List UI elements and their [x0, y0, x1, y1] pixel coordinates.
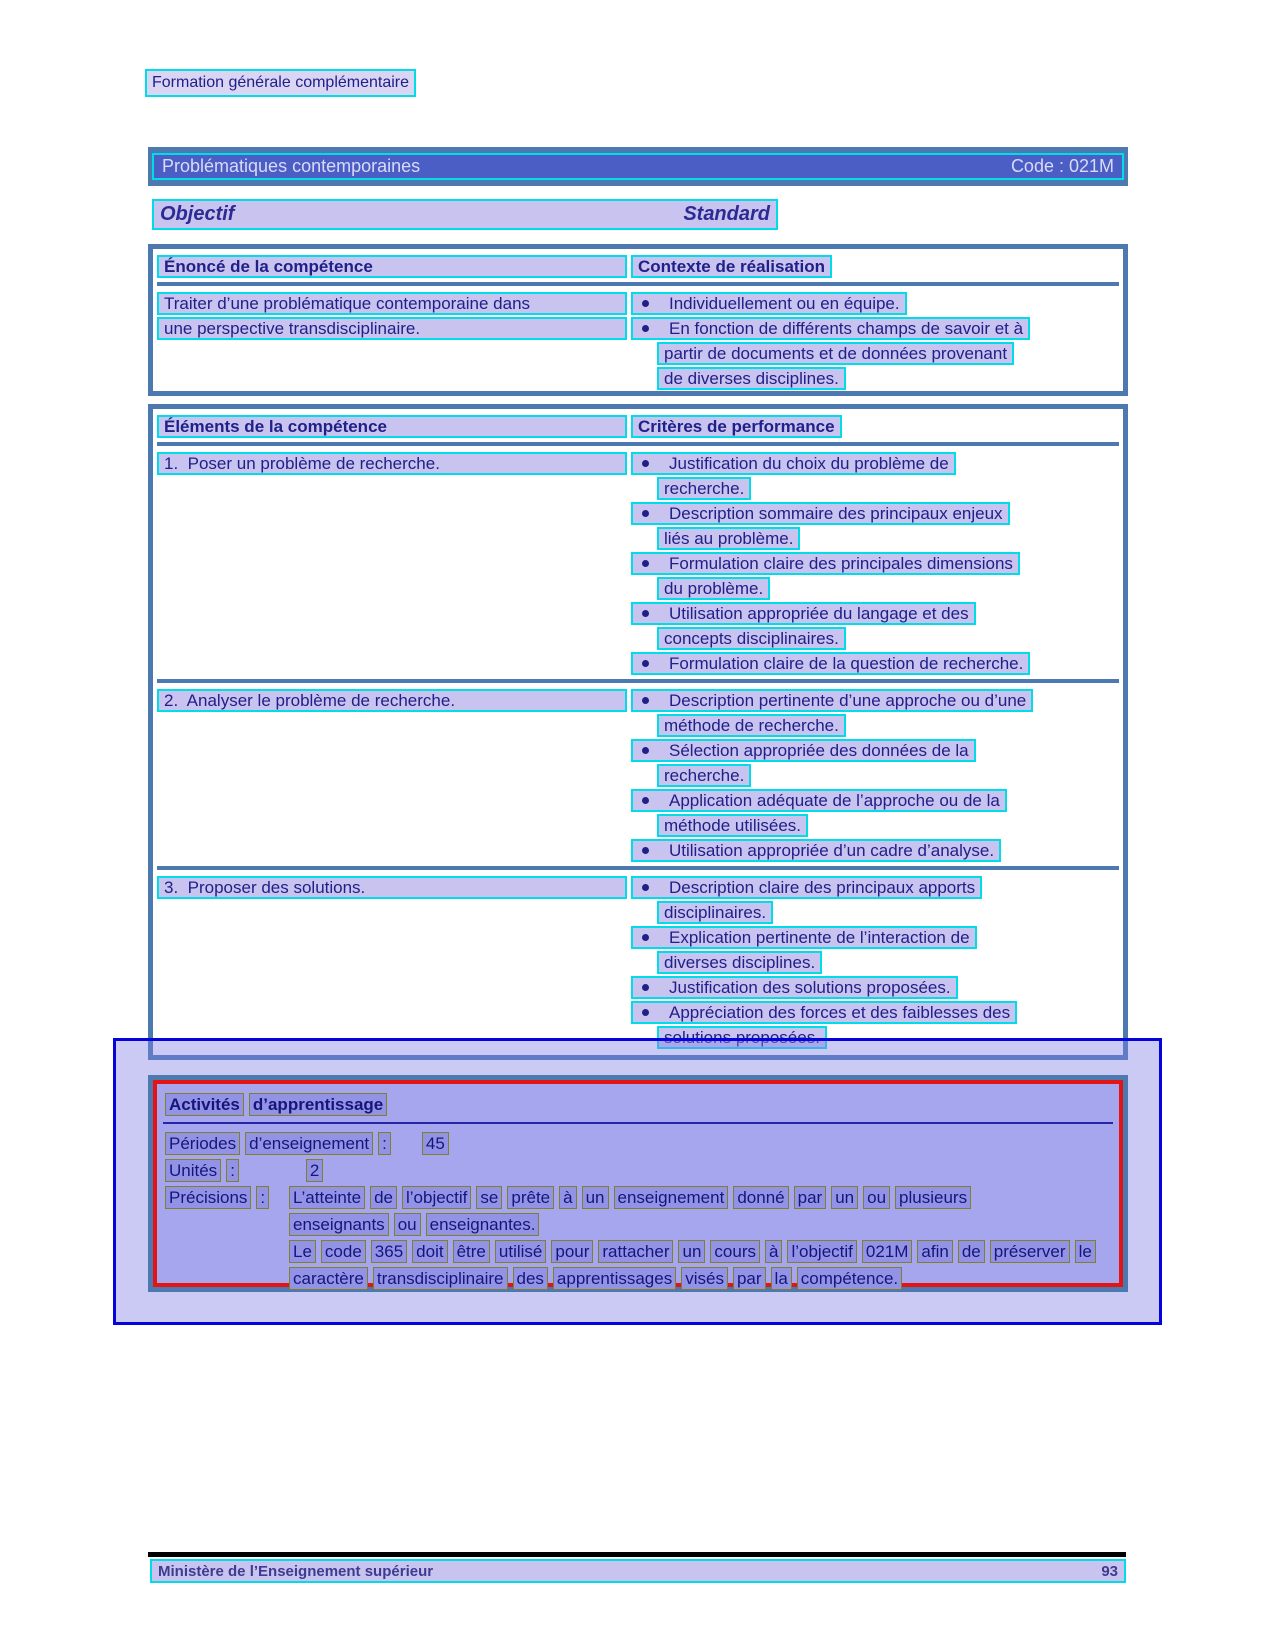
precisions-row — [165, 1186, 1113, 1294]
criterion-line — [631, 652, 1030, 675]
criterion — [631, 926, 1119, 974]
precisions-line: caractère transdisciplinaire des apprentissages visés par la compétence. — [289, 1267, 1101, 1290]
table2-col2-header: Critères de performance — [631, 415, 842, 438]
context-line-text: En fonction de différents champs de savoir et à — [669, 318, 1024, 338]
bullet-icon — [642, 1009, 649, 1016]
bullet-icon — [642, 797, 649, 804]
element-cell — [157, 876, 627, 1051]
criterion-line — [631, 739, 976, 762]
criterion-line-text: Description pertinente d’une approche ou d’une — [669, 690, 1027, 710]
footer-ministry: Ministère de l’Enseignement supérieur — [158, 1562, 434, 1580]
bullet-icon — [642, 934, 649, 941]
table2-row — [157, 452, 1119, 677]
learning-activities-table — [148, 1075, 1128, 1292]
table2-row — [157, 689, 1119, 864]
title-banner — [148, 147, 1128, 186]
criterion-line — [631, 1001, 1017, 1024]
criterion-line — [631, 552, 1020, 575]
competence-context-table — [148, 244, 1128, 396]
criterion — [631, 789, 1119, 837]
context-line: de diverses disciplines. — [657, 367, 846, 390]
table2-header-divider — [157, 442, 1119, 446]
criterion-line: méthode utilisées. — [657, 814, 808, 837]
element-line: 1. Poser un problème de recherche. — [157, 452, 627, 475]
criterion-line-text: Description sommaire des principaux enjeux — [669, 503, 1003, 523]
criterion-line-text: Formulation claire des principales dimensions — [669, 553, 1013, 573]
bullet-icon — [642, 610, 649, 617]
element-line: 3. Proposer des solutions. — [157, 876, 627, 899]
criterion-line: concepts disciplinaires. — [657, 627, 846, 650]
criterion-line — [631, 452, 956, 475]
bullet-icon — [642, 697, 649, 704]
criterion — [631, 602, 1119, 650]
bullet-icon — [642, 984, 649, 991]
bullet-icon — [642, 747, 649, 754]
criterion-line — [631, 789, 1007, 812]
criterion-line-text: Justification des solutions proposées. — [669, 977, 951, 997]
banner-code: Code : 021M — [1010, 156, 1114, 176]
criterion-line: méthode de recherche. — [657, 714, 846, 737]
bullet-icon — [642, 325, 649, 332]
periods-row — [165, 1132, 1113, 1155]
table1-col2-header: Contexte de réalisation — [631, 255, 832, 278]
table1-statement-cell — [157, 292, 627, 392]
table1-body-row — [157, 292, 1119, 392]
bullet-icon — [642, 300, 649, 307]
criterion — [631, 876, 1119, 924]
standard-heading: Standard — [683, 203, 770, 225]
precisions-label: Précisions : — [165, 1186, 289, 1209]
section-heading-bar — [152, 199, 778, 230]
criterion-line: du problème. — [657, 577, 770, 600]
context-bullet — [631, 317, 1119, 390]
criterion-line-text: Sélection appropriée des données de la — [669, 740, 969, 760]
bullet-icon — [642, 660, 649, 667]
annotation-red-box — [153, 1080, 1123, 1287]
title-banner-inner — [152, 153, 1124, 180]
units-value: 2 — [306, 1159, 328, 1182]
precisions-line: enseignants ou enseignantes. — [289, 1213, 1101, 1236]
bullet-icon — [642, 460, 649, 467]
header-note — [145, 69, 416, 97]
banner-title: Problématiques contemporaines — [162, 156, 421, 176]
criterion-line — [631, 502, 1010, 525]
table2-col1-header: Éléments de la compétence — [157, 415, 627, 438]
bullet-icon — [642, 884, 649, 891]
criterion-line-text: Justification du choix du problème de — [669, 453, 949, 473]
criterion-line — [631, 876, 982, 899]
activities-divider — [163, 1122, 1113, 1124]
statement-line: une perspective transdisciplinaire. — [157, 317, 627, 340]
units-label: Unités : — [165, 1159, 244, 1182]
objectif-heading: Objectif — [160, 203, 235, 225]
header-note-text: Formation générale complémentaire — [152, 74, 410, 91]
table2-row-divider — [157, 679, 1119, 683]
criterion-line-text: Utilisation appropriée du langage et des — [669, 603, 969, 623]
criterion-line: disciplinaires. — [657, 901, 773, 924]
precisions-line: L’atteinte de l’objectif se prête à un enseignement donné par un ou plusieurs — [289, 1186, 1101, 1209]
criterion-line: solutions proposées. — [657, 1026, 827, 1049]
criterion — [631, 839, 1119, 862]
context-line: partir de documents et de données provenant — [657, 342, 1014, 365]
criterion-line-text: Description claire des principaux apports — [669, 877, 976, 897]
criterion-line: diverses disciplines. — [657, 951, 822, 974]
page-number: 93 — [1101, 1562, 1118, 1580]
bullet-icon — [642, 510, 649, 517]
criteria-cell — [627, 452, 1119, 677]
element-cell — [157, 689, 627, 864]
criterion — [631, 552, 1119, 600]
table1-context-cell — [627, 292, 1119, 392]
activities-title: Activités d’apprentissage — [165, 1093, 1113, 1116]
criterion-line — [631, 926, 977, 949]
criterion-line-text: Utilisation appropriée d’un cadre d’analyse. — [669, 840, 995, 860]
element-cell — [157, 452, 627, 677]
criterion-line — [631, 839, 1001, 862]
periods-label: Périodes d’enseignement : — [165, 1132, 396, 1155]
bullet-icon — [642, 847, 649, 854]
units-row — [165, 1159, 1113, 1182]
criterion — [631, 452, 1119, 500]
footer-bar — [150, 1559, 1126, 1583]
criteria-cell — [627, 876, 1119, 1051]
criteria-cell — [627, 689, 1119, 864]
criterion-line — [631, 689, 1033, 712]
context-line-text: Individuellement ou en équipe. — [669, 293, 900, 313]
context-line — [631, 292, 907, 315]
criterion-line: recherche. — [657, 477, 751, 500]
criterion-line — [631, 602, 976, 625]
criterion-line-text: Explication pertinente de l’interaction de — [669, 927, 970, 947]
criterion — [631, 689, 1119, 737]
context-bullet — [631, 292, 1119, 315]
precisions-text — [289, 1186, 1101, 1294]
table2-header-row — [157, 415, 1119, 440]
table2-row — [157, 876, 1119, 1051]
criterion-line — [631, 976, 958, 999]
criterion — [631, 652, 1119, 675]
criterion-line-text: Formulation claire de la question de recherche. — [669, 653, 1024, 673]
elements-criteria-table — [148, 404, 1128, 1060]
periods-value: 45 — [422, 1132, 454, 1155]
criterion — [631, 1001, 1119, 1049]
table1-header-row — [157, 255, 1119, 280]
criterion — [631, 976, 1119, 999]
table1-header-divider — [157, 282, 1119, 286]
context-line — [631, 317, 1030, 340]
table2-row-divider — [157, 866, 1119, 870]
footer-rule — [148, 1552, 1126, 1557]
element-line: 2. Analyser le problème de recherche. — [157, 689, 627, 712]
criterion — [631, 502, 1119, 550]
criterion-line-text: Appréciation des forces et des faiblesses des — [669, 1002, 1011, 1022]
precisions-line: Le code 365 doit être utilisé pour rattacher un cours à l’objectif 021M afin de préserver le — [289, 1240, 1101, 1263]
criterion — [631, 739, 1119, 787]
bullet-icon — [642, 560, 649, 567]
criterion-line: recherche. — [657, 764, 751, 787]
criterion-line: liés au problème. — [657, 527, 800, 550]
table1-col1-header: Énoncé de la compétence — [157, 255, 627, 278]
criterion-line-text: Application adéquate de l’approche ou de la — [669, 790, 1000, 810]
statement-line: Traiter d’une problématique contemporaine dans — [157, 292, 627, 315]
